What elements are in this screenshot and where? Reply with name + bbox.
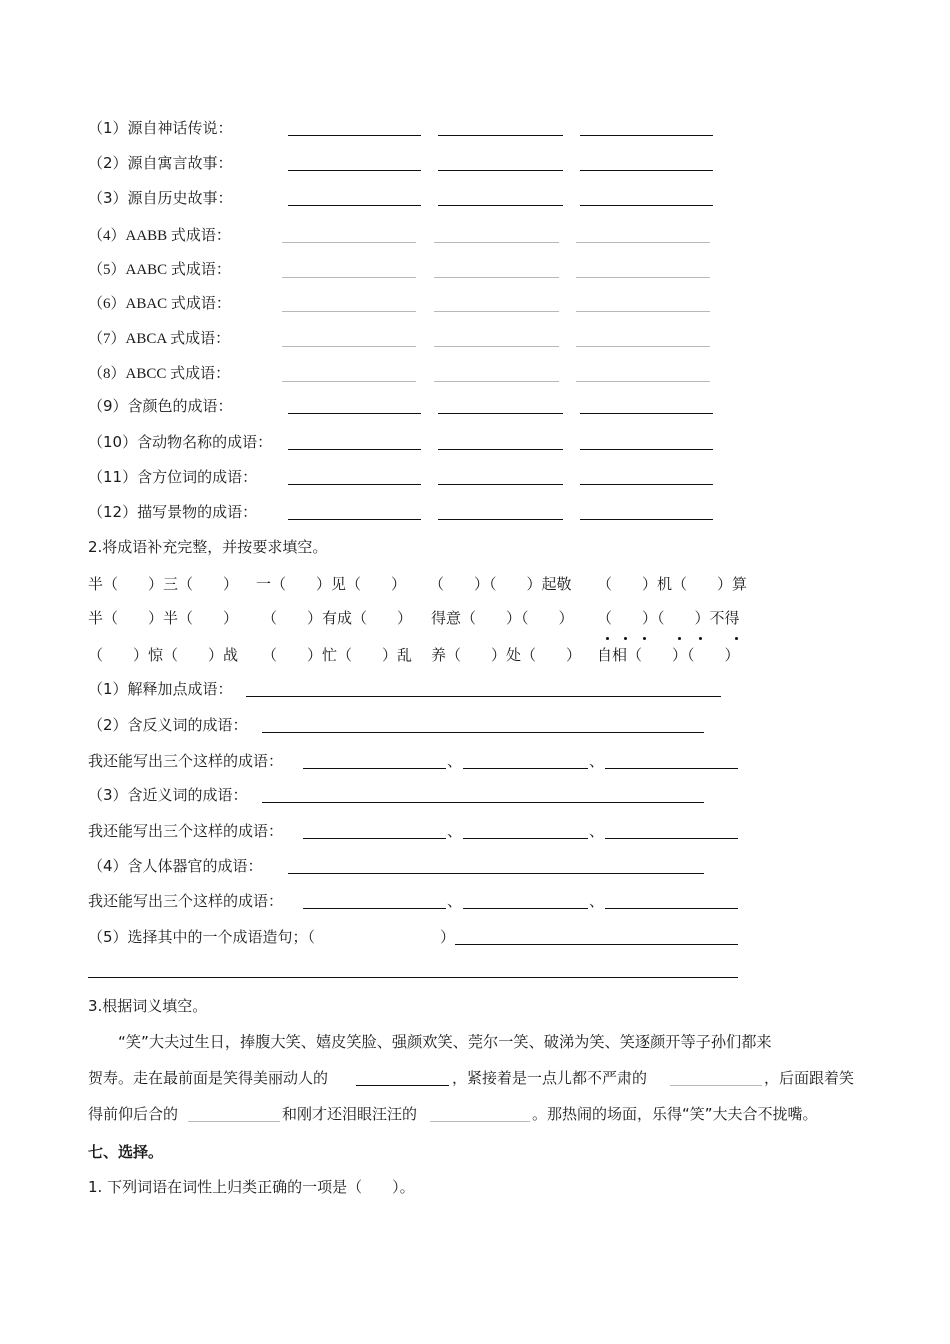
- section7-title: 七、选择。: [88, 1143, 164, 1161]
- emphasis-dot: [699, 637, 702, 640]
- answer-blank[interactable]: [580, 135, 713, 136]
- answer-blank[interactable]: [356, 1085, 449, 1086]
- write-three-label: 我还能写出三个这样的成语：: [88, 892, 284, 910]
- answer-blank[interactable]: [463, 838, 588, 839]
- idiom-item: 自相（ ）（ ）: [597, 646, 740, 664]
- answer-blank[interactable]: [282, 311, 416, 312]
- answer-blank[interactable]: [434, 311, 559, 312]
- answer-blank[interactable]: [282, 346, 416, 347]
- answer-blank[interactable]: [605, 838, 738, 839]
- answer-blank[interactable]: [434, 381, 559, 382]
- section3-title: 3.根据词义填空。: [88, 997, 208, 1015]
- separator: 、: [447, 892, 463, 910]
- idiom-item: （ ）惊（ ）战: [88, 646, 239, 664]
- answer-blank[interactable]: [430, 1121, 530, 1122]
- answer-blank[interactable]: [303, 908, 446, 909]
- paragraph-text: 和刚才还泪眼汪汪的: [282, 1105, 418, 1123]
- answer-blank[interactable]: [580, 205, 713, 206]
- answer-blank[interactable]: [282, 242, 416, 243]
- category-label: （10）含动物名称的成语：: [88, 433, 273, 451]
- answer-blank[interactable]: [303, 768, 446, 769]
- answer-blank[interactable]: [438, 135, 563, 136]
- category-label: （2）源自寓言故事：: [88, 154, 233, 172]
- separator: 、: [589, 752, 605, 770]
- paragraph-text: ，紧接着是一点儿都不严肃的: [452, 1069, 648, 1087]
- category-label: （9）含颜色的成语：: [88, 397, 233, 415]
- answer-blank[interactable]: [438, 519, 563, 520]
- category-label: （3）源自历史故事：: [88, 189, 233, 207]
- answer-blank[interactable]: [434, 277, 559, 278]
- paragraph-text: 得前仰后合的: [88, 1105, 179, 1123]
- answer-blank[interactable]: [282, 381, 416, 382]
- answer-blank[interactable]: [288, 170, 421, 171]
- answer-blank[interactable]: [580, 413, 713, 414]
- write-three-label: 我还能写出三个这样的成语：: [88, 822, 284, 840]
- answer-blank[interactable]: [288, 135, 421, 136]
- answer-blank[interactable]: [288, 873, 704, 874]
- answer-blank[interactable]: [288, 519, 421, 520]
- answer-blank[interactable]: [246, 696, 721, 697]
- separator: 、: [589, 892, 605, 910]
- emphasis-dot: [624, 637, 627, 640]
- answer-blank[interactable]: [670, 1085, 762, 1086]
- idiom-item: 得意（ ）（ ）: [431, 609, 574, 627]
- answer-blank[interactable]: [262, 802, 704, 803]
- answer-blank[interactable]: [580, 484, 713, 485]
- separator: 、: [589, 822, 605, 840]
- answer-blank[interactable]: [605, 768, 738, 769]
- emphasis-dot: [678, 637, 681, 640]
- answer-blank[interactable]: [288, 449, 421, 450]
- category-label: （6）ABAC 式成语：: [88, 296, 231, 312]
- answer-blank[interactable]: [434, 346, 559, 347]
- idiom-item: 半（ ）三（ ）: [88, 575, 239, 593]
- section2-title: 2.将成语补充完整，并按要求填空。: [88, 538, 328, 556]
- question-text: 1. 下列词语在词性上归类正确的一项是（ ）。: [88, 1178, 415, 1196]
- emphasis-dot: [643, 637, 646, 640]
- idiom-item: 半（ ）半（ ）: [88, 609, 239, 627]
- paragraph-line: “笑”大夫过生日，捧腹大笑、嬉皮笑脸、强颜欢笑、莞尔一笑、破涕为笑、笑逐颜开等子孙们都来: [118, 1033, 772, 1051]
- idiom-item: （ ）机（ ）算: [597, 575, 748, 593]
- answer-blank[interactable]: [576, 277, 710, 278]
- paren-close: ）: [440, 928, 456, 946]
- question-label: （5）选择其中的一个成语造句；（: [88, 928, 316, 946]
- category-label: （5）AABC 式成语：: [88, 262, 231, 278]
- idiom-item: （ ）（ ）起敬: [429, 575, 572, 593]
- answer-blank[interactable]: [434, 242, 559, 243]
- category-label: （11）含方位词的成语：: [88, 468, 258, 486]
- answer-blank[interactable]: [188, 1121, 280, 1122]
- answer-blank[interactable]: [288, 484, 421, 485]
- write-three-label: 我还能写出三个这样的成语：: [88, 752, 284, 770]
- answer-blank[interactable]: [580, 519, 713, 520]
- answer-blank[interactable]: [455, 944, 738, 945]
- separator: 、: [447, 822, 463, 840]
- answer-blank[interactable]: [282, 277, 416, 278]
- question-label: （4）含人体器官的成语：: [88, 857, 263, 875]
- answer-blank[interactable]: [580, 449, 713, 450]
- answer-blank[interactable]: [576, 381, 710, 382]
- idiom-item: （ ）有成（ ）: [262, 609, 413, 627]
- category-label: （7）ABCA 式成语：: [88, 331, 231, 347]
- idiom-item: （ ）（ ）不得: [597, 609, 740, 627]
- question-label: （2）含反义词的成语：: [88, 716, 248, 734]
- idiom-item: 一（ ）见（ ）: [256, 575, 407, 593]
- emphasis-dot: [606, 637, 609, 640]
- answer-blank[interactable]: [288, 413, 421, 414]
- paragraph-text: 贺寿。走在最前面是笑得美丽动人的: [88, 1069, 329, 1087]
- answer-blank[interactable]: [463, 908, 588, 909]
- answer-blank[interactable]: [438, 205, 563, 206]
- answer-blank[interactable]: [288, 205, 421, 206]
- answer-blank[interactable]: [262, 732, 704, 733]
- category-label: （4）AABB 式成语：: [88, 228, 231, 244]
- category-label: （12）描写景物的成语：: [88, 503, 258, 521]
- answer-blank[interactable]: [438, 413, 563, 414]
- idiom-item: （ ）忙（ ）乱: [262, 646, 413, 664]
- category-label: （8）ABCC 式成语：: [88, 366, 231, 382]
- answer-blank[interactable]: [438, 449, 563, 450]
- idiom-item: 养（ ）处（ ）: [431, 646, 582, 664]
- answer-blank[interactable]: [576, 242, 710, 243]
- separator: 、: [447, 752, 463, 770]
- answer-blank[interactable]: [438, 170, 563, 171]
- answer-blank[interactable]: [438, 484, 563, 485]
- paragraph-text: 。那热闹的场面，乐得“笑”大夫合不拢嘴。: [532, 1105, 818, 1123]
- emphasis-dot: [735, 637, 738, 640]
- answer-blank[interactable]: [463, 768, 588, 769]
- answer-blank[interactable]: [580, 170, 713, 171]
- paragraph-text: ，后面跟着笑: [764, 1069, 855, 1087]
- answer-blank[interactable]: [605, 908, 738, 909]
- question-label: （1）解释加点成语：: [88, 680, 233, 698]
- answer-blank[interactable]: [576, 346, 710, 347]
- question-label: （3）含近义词的成语：: [88, 786, 248, 804]
- answer-blank[interactable]: [303, 838, 446, 839]
- answer-blank[interactable]: [576, 311, 710, 312]
- answer-blank[interactable]: [88, 977, 738, 978]
- category-label: （1）源自神话传说：: [88, 119, 233, 137]
